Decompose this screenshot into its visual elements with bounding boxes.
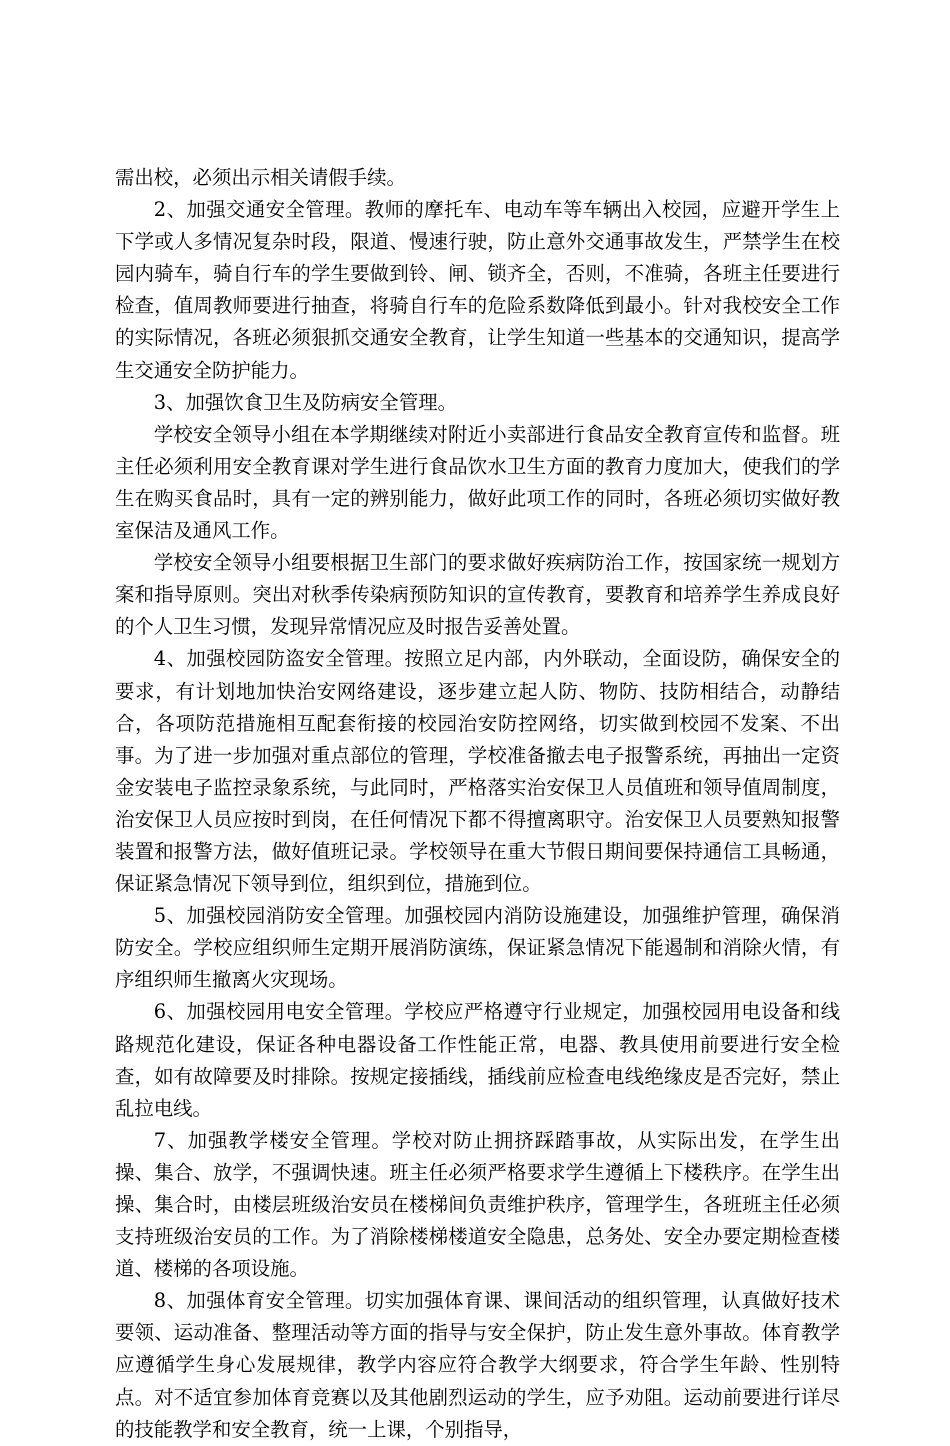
paragraph-food-safety-supervision: 学校安全领导小组在本学期继续对附近小卖部进行食品安全教育宣传和监督。班主任必须利用安全教育课对学生进行食品饮水卫生方面的教育力度加大，使我们的学生在购买食品时，具有一定的辨别能力，做好此项工作的同时，各班必须切实做好教室保洁及通风工作。 [115,422,840,543]
paragraph-disease-prevention: 学校安全领导小组要根据卫生部门的要求做好疾病防治工作，按国家统一规划方案和指导原则。突出对秋季传染病预防知识的宣传教育，要教育和培养学生养成良好的个人卫生习惯，发现异常情况应及时报告妥善处置。 [115,551,840,639]
paragraph-continuation: 需出校，必须出示相关请假手续。 [115,166,406,189]
document-body [115,162,840,1446]
paragraph-food-hygiene-heading: 3、加强饮食卫生及防病安全管理。 [153,390,457,414]
paragraph-fire-safety: 5、加强校园消防安全管理。加强校园内消防设施建设，加强维护管理，确保消防安全。学校应组织师生定期开展消防演练，保证紧急情况下能遏制和消除火情，有序组织师生撤离火灾现场。 [115,904,840,992]
paragraph-electrical-safety: 6、加强校园用电安全管理。学校应严格遵守行业规定，加强校园用电设备和线路规范化建设，保证各种电器设备工作性能正常，电器、教具使用前要进行安全检查，如有故障要及时排除。按规定接插线，插线前应检查电线绝缘皮是否完好，禁止乱拉电线。 [115,1000,840,1120]
paragraph-building-safety: 7、加强教学楼安全管理。学校对防止拥挤踩踏事故，从实际出发，在学生出操、集合、放学，不强调快速。班主任必须严格要求学生遵循上下楼秩序。在学生出操、集合时，由楼层班级治安员在楼梯间负责维护秩序，管理学生，各班班主任必须支持班级治安员的工作。为了消除楼梯楼道安全隐患，总务处、安全办要定期检查楼道、楼梯的各项设施。 [115,1128,840,1281]
paragraph-sports-safety: 8、加强体育安全管理。切实加强体育课、课间活动的组织管理，认真做好技术要领、运动准备、整理活动等方面的指导与安全保护，防止发生意外事故。体育教学应遵循学生身心发展规律，教学内容应符合教学大纲要求，符合学生年龄、性别特点。对不适宜参加体育竞赛以及其他剧烈运动的学生，应予劝阻。运动前要进行详尽的技能教学和安全教育，统一上课，个别指导， [115,1289,840,1441]
paragraph-theft-prevention: 4、加强校园防盗安全管理。按照立足内部，内外联动，全面设防，确保安全的要求，有计划地加快治安网络建设，逐步建立起人防、物防、技防相结合，动静结合，各项防范措施相互配套衔接的校园治安防控网络，切实做到校园不发案、不出事。为了进一步加强对重点部位的管理，学校准备撤去电子报警系统，再抽出一定资金安装电子监控录象系统，与此同时，严格落实治安保卫人员值班和领导值周制度，治安保卫人员应按时到岗，在任何情况下都不得擅离职守。治安保卫人员要熟知报警装置和报警方法，做好值班记录。学校领导在重大节假日期间要保持通信工具畅通，保证紧急情况下领导到位，组织到位，措施到位。 [115,647,840,896]
paragraph-traffic-safety: 2、加强交通安全管理。教师的摩托车、电动车等车辆出入校园，应避开学生上下学或人多情况复杂时段，限道、慢速行驶，防止意外交通事故发生，严禁学生在校园内骑车，骑自行车的学生要做到铃、闸、锁齐全，否则，不准骑，各班主任要进行检查，值周教师要进行抽查，将骑自行车的危险系数降低到最小。针对我校安全工作的实际情况，各班必须狠抓交通安全教育，让学生知道一些基本的交通知识，提高学生交通安全防护能力。 [115,198,840,382]
